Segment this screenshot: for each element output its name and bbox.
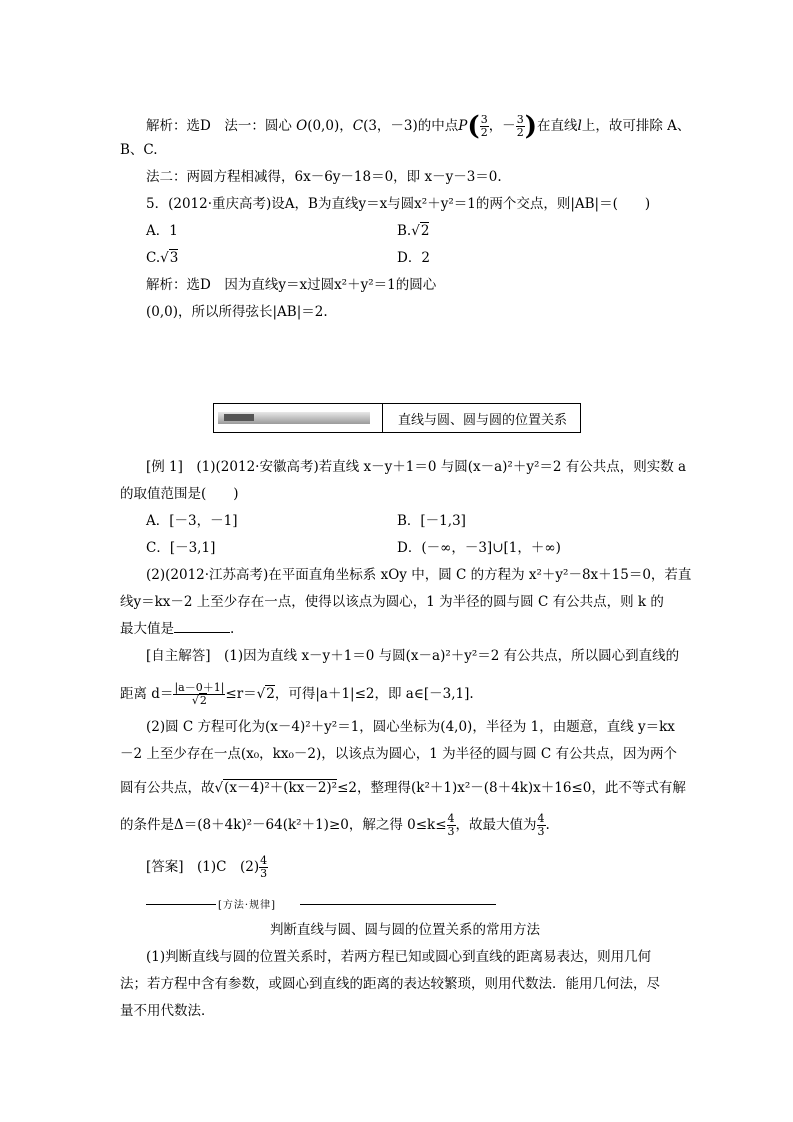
fraction <box>447 813 456 838</box>
text: (3，－3)的中点 <box>363 118 459 134</box>
question-5: 5．(2012·重庆高考)设A，B为直线y＝x与圆x²＋y²＝1的两个交点，则|AB|＝( ) <box>146 196 651 212</box>
ex1-option-a: A．[－3，－1] <box>146 513 238 529</box>
method-label: [方法·规律] <box>218 900 276 911</box>
paren-open: ( <box>467 111 480 142</box>
text: 的条件是Δ＝(8＋4k)²－64(k²＋1)≥0，解之得 0≤k≤ <box>120 817 447 833</box>
rule-left <box>146 904 216 905</box>
answer-blank <box>174 620 230 633</box>
text: 圆有公共点，故 <box>120 780 215 796</box>
text: 解析：选D 法一：圆心 <box>146 118 292 134</box>
q5-solution-1: 解析：选D 因为直线y＝x过圆x²＋y²＝1的圆心 <box>146 277 437 293</box>
method-para-3: 量不用代数法． <box>120 1003 215 1019</box>
num: 3 <box>480 113 488 126</box>
solution-2-line-1: (2)圆 C 方程可化为(x－4)²＋y²＝1，圆心坐标为(4,0)，半径为 1，由题意，直线 y＝kx <box>146 719 675 735</box>
text: 距离 d＝ <box>120 686 174 702</box>
q5-option-a: A．1 <box>146 223 178 239</box>
fraction <box>537 813 546 838</box>
den: 3 <box>537 825 545 838</box>
method-para-2: 法；若方程中含有参数，或圆心到直线的距离的表达较繁琐，则用代数法．能用几何法，尽 <box>120 976 660 992</box>
den: 3 <box>260 867 268 880</box>
q5-option-d: D．2 <box>397 250 430 266</box>
sqrt-value: (x－4)²＋(kx－2)² <box>224 780 338 796</box>
section-title: 直线与圆、圆与圆的位置关系 <box>398 413 568 428</box>
method-title: 判断直线与圆、圆与圆的位置关系的常用方法 <box>270 922 540 938</box>
divider <box>382 404 383 432</box>
ex1-option-c: C．[－3,1] <box>146 540 216 556</box>
sqrt-value: 2 <box>199 694 207 707</box>
q5-option-b: B.√2 <box>397 223 430 239</box>
text: ≤2，整理得(k²＋1)x²－(8＋4k)x＋16≤0，此不等式有解 <box>337 780 686 796</box>
solution-2-line-3: 圆有公共点，故√(x－4)²＋(kx－2)²≤2，整理得(k²＋1)x²－(8＋4k)x＋16≤0，此不等式有解 <box>120 780 686 796</box>
section-header <box>213 403 581 433</box>
den: √2 <box>191 694 207 707</box>
num: 4 <box>260 854 268 867</box>
solution-2-line-2: －2 上至少存在一点(x₀，kx₀－2)，以该点为圆心，1 为半径的圆与圆 C 有公共点，因为两个 <box>120 746 678 762</box>
paren-close: ) <box>524 111 537 142</box>
rule-right <box>300 904 496 905</box>
q5-option-c: C.√3 <box>146 250 179 266</box>
den: 2 <box>480 126 488 139</box>
method-two: 法二：两圆方程相减得，6x－6y－18＝0，即 x－y－3＝0. <box>146 169 502 185</box>
solution-2-line-4: 的条件是Δ＝(8＋4k)²－64(k²＋1)≥0，解之得 0≤k≤ $\frac{4}{3}$ ，故最大值为 $\frac{4}{3}$ . <box>120 812 550 838</box>
solution-1-line-2: 距离 d＝ $\frac{|a-0+1|}{√2}$ ≤r＝√2，可得|a＋1|≤2，即 a∈[－3,1]. <box>120 681 474 707</box>
solution-line-2: B、C. <box>120 142 158 158</box>
var: O <box>296 118 308 134</box>
example-2-line-3 <box>120 620 234 638</box>
sqrt-value: 2 <box>266 686 275 702</box>
var: P <box>458 118 468 134</box>
sqrt-value: 2 <box>420 223 430 239</box>
num: 4 <box>537 812 545 825</box>
ex1-option-b: B．[－1,3] <box>397 513 466 529</box>
ex1-option-d: D．(－∞，－3]∪[1，＋∞) <box>397 540 561 556</box>
example-2-line-1: (2)(2012·江苏高考)在平面直角坐标系 xOy 中，圆 C 的方程为 x²＋y²－8x＋15＝0，若直 <box>146 567 692 583</box>
text: . <box>230 621 235 637</box>
text: [答案] (1)C (2) <box>146 859 260 875</box>
text: ≤r＝ <box>225 686 257 702</box>
label: C. <box>146 250 161 266</box>
example-1-line-2: 的取值范围是( ) <box>120 486 239 502</box>
den: 3 <box>447 825 455 838</box>
num: 4 <box>447 812 455 825</box>
text: ，故最大值为 <box>455 817 537 833</box>
var: l <box>577 118 582 134</box>
banner-tag <box>224 414 254 421</box>
den: 2 <box>516 126 524 139</box>
text: 最大值是 <box>120 621 174 637</box>
label: B. <box>397 223 412 239</box>
text: 在直线 <box>537 118 578 134</box>
example-1-line-1: [例 1] (1)(2012·安徽高考)若直线 x－y＋1＝0 与圆(x－a)²＋y²＝2 有公共点，则实数 a <box>146 459 687 475</box>
num: |a－0＋1| <box>174 681 225 694</box>
fraction <box>259 855 268 880</box>
fraction <box>480 114 489 139</box>
var: C <box>352 118 364 134</box>
sqrt-value: 3 <box>169 250 179 266</box>
text: (0,0)， <box>307 118 353 134</box>
text: ，可得|a＋1|≤2，即 a∈[－3,1]. <box>274 686 474 702</box>
text: 上，故可排除 A、 <box>581 118 691 134</box>
method-para-1: (1)判断直线与圆的位置关系时，若两方程已知或圆心到直线的距离易表达，则用几何 <box>146 949 652 965</box>
solution-line-1: 解析：选D 法一：圆心 O(0,0)，C(3，－3)的中点P( $\frac{3}{2}$ ，－ $\frac{3}{2}$ )在直线l上，故可排除 A、 <box>146 111 691 142</box>
num: 3 <box>516 113 524 126</box>
solution-1-line-1: [自主解答] (1)因为直线 x－y＋1＝0 与圆(x－a)²＋y²＝2 有公共点，所以圆心到直线的 <box>146 648 680 664</box>
example-2-line-2: 线y＝kx－2 上至少存在一点，使得以该点为圆心，1 为半径的圆与圆 C 有公共点，则 k 的 <box>120 594 664 610</box>
answer-line <box>146 855 268 880</box>
q5-solution-2: (0,0)，所以所得弦长|AB|＝2. <box>146 304 328 320</box>
distance-fraction <box>173 682 225 707</box>
fraction <box>516 114 525 139</box>
section-banner-graphic <box>218 412 370 424</box>
